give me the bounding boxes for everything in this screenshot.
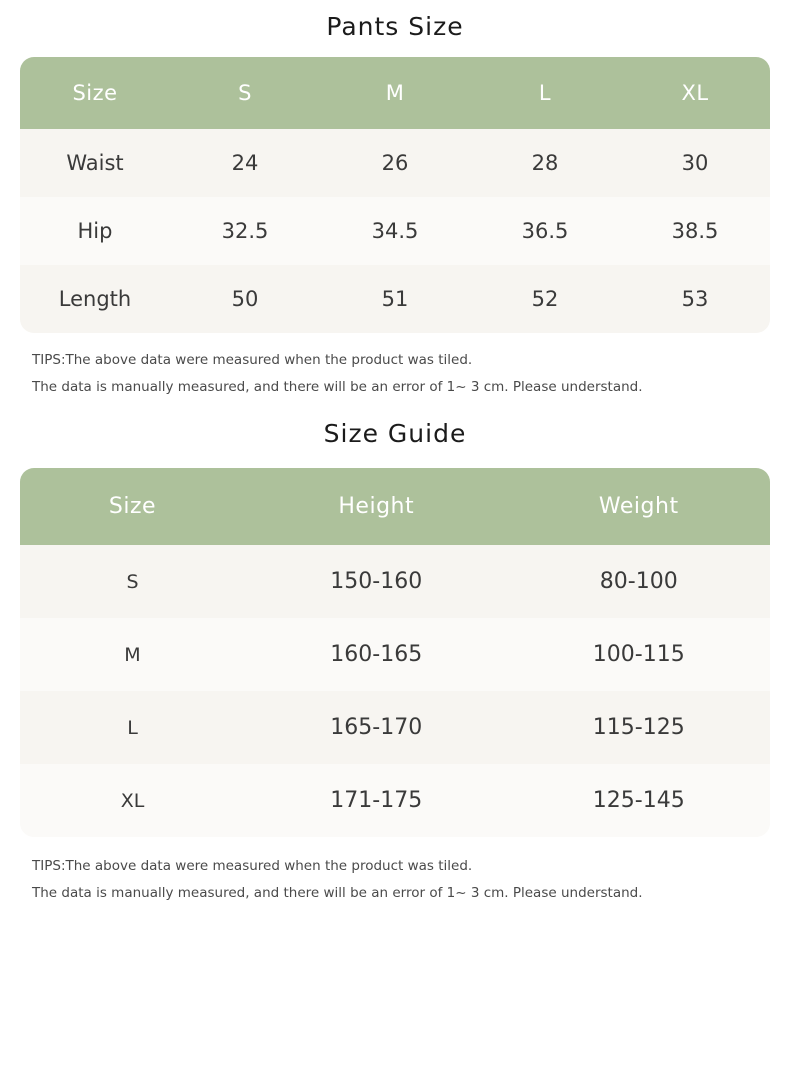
cell-length-xl: 53 — [681, 287, 709, 311]
cell-size-m: M — [124, 643, 141, 666]
cell-height-s: 150-160 — [330, 569, 423, 594]
column-header-l: L — [470, 57, 620, 129]
guide-table-head — [20, 468, 770, 545]
cell-waist-xl: 30 — [681, 151, 709, 175]
table-row — [20, 764, 770, 837]
size-guide-table — [20, 468, 770, 837]
cell-hip-m: 34.5 — [371, 219, 419, 243]
size-guide-title: Size Guide — [323, 419, 467, 448]
cell-hip-l: 36.5 — [521, 219, 569, 243]
table-row — [20, 129, 770, 197]
column-header-size: Size — [20, 468, 245, 545]
column-header-size: Size — [20, 57, 170, 129]
cell-height-l: 165-170 — [330, 715, 423, 740]
table-row — [20, 618, 770, 691]
column-header-s: S — [170, 57, 320, 129]
pants-size-table — [20, 57, 770, 333]
pants-table-body — [20, 129, 770, 333]
cell-length-l: 52 — [531, 287, 559, 311]
guide-tips-line-1: TIPS:The above data were measured when the product was tiled. — [32, 858, 473, 874]
pants-tips-line-1: TIPS:The above data were measured when the product was tiled. — [32, 352, 473, 368]
cell-waist-m: 26 — [381, 151, 409, 175]
cell-size-xl: XL — [120, 789, 145, 812]
pants-tips — [32, 333, 758, 401]
cell-length-m: 51 — [381, 287, 409, 311]
table-header-row — [20, 57, 770, 129]
column-header-height: Height — [245, 468, 508, 545]
table-header-row — [20, 468, 770, 545]
cell-hip-s: 32.5 — [221, 219, 269, 243]
column-header-xl: XL — [620, 57, 770, 129]
table-row — [20, 265, 770, 333]
guide-tips — [32, 837, 758, 907]
cell-height-m: 160-165 — [330, 642, 423, 667]
pants-size-table-container — [20, 57, 770, 333]
cell-weight-s: 80-100 — [599, 569, 678, 594]
row-label-length: Length — [58, 287, 132, 311]
table-row — [20, 691, 770, 764]
pants-size-title: Pants Size — [326, 12, 464, 41]
cell-weight-m: 100-115 — [592, 642, 685, 667]
cell-size-s: S — [126, 570, 139, 593]
column-header-weight: Weight — [508, 468, 771, 545]
pants-tips-line-2: The data is manually measured, and there will be an error of 1~ 3 cm. Please understand. — [32, 379, 643, 395]
cell-length-s: 50 — [231, 287, 259, 311]
cell-weight-l: 115-125 — [592, 715, 685, 740]
cell-hip-xl: 38.5 — [671, 219, 719, 243]
guide-table-body — [20, 545, 770, 837]
row-label-hip: Hip — [77, 219, 113, 243]
guide-tips-line-2: The data is manually measured, and there will be an error of 1~ 3 cm. Please understand. — [32, 885, 643, 901]
cell-weight-xl: 125-145 — [592, 788, 685, 813]
cell-waist-l: 28 — [531, 151, 559, 175]
column-header-m: M — [320, 57, 470, 129]
pants-table-head — [20, 57, 770, 129]
table-row — [20, 197, 770, 265]
cell-height-xl: 171-175 — [330, 788, 423, 813]
table-row — [20, 545, 770, 618]
cell-waist-s: 24 — [231, 151, 259, 175]
cell-size-l: L — [127, 716, 138, 739]
row-label-waist: Waist — [66, 151, 124, 175]
size-guide-table-container — [20, 468, 770, 837]
